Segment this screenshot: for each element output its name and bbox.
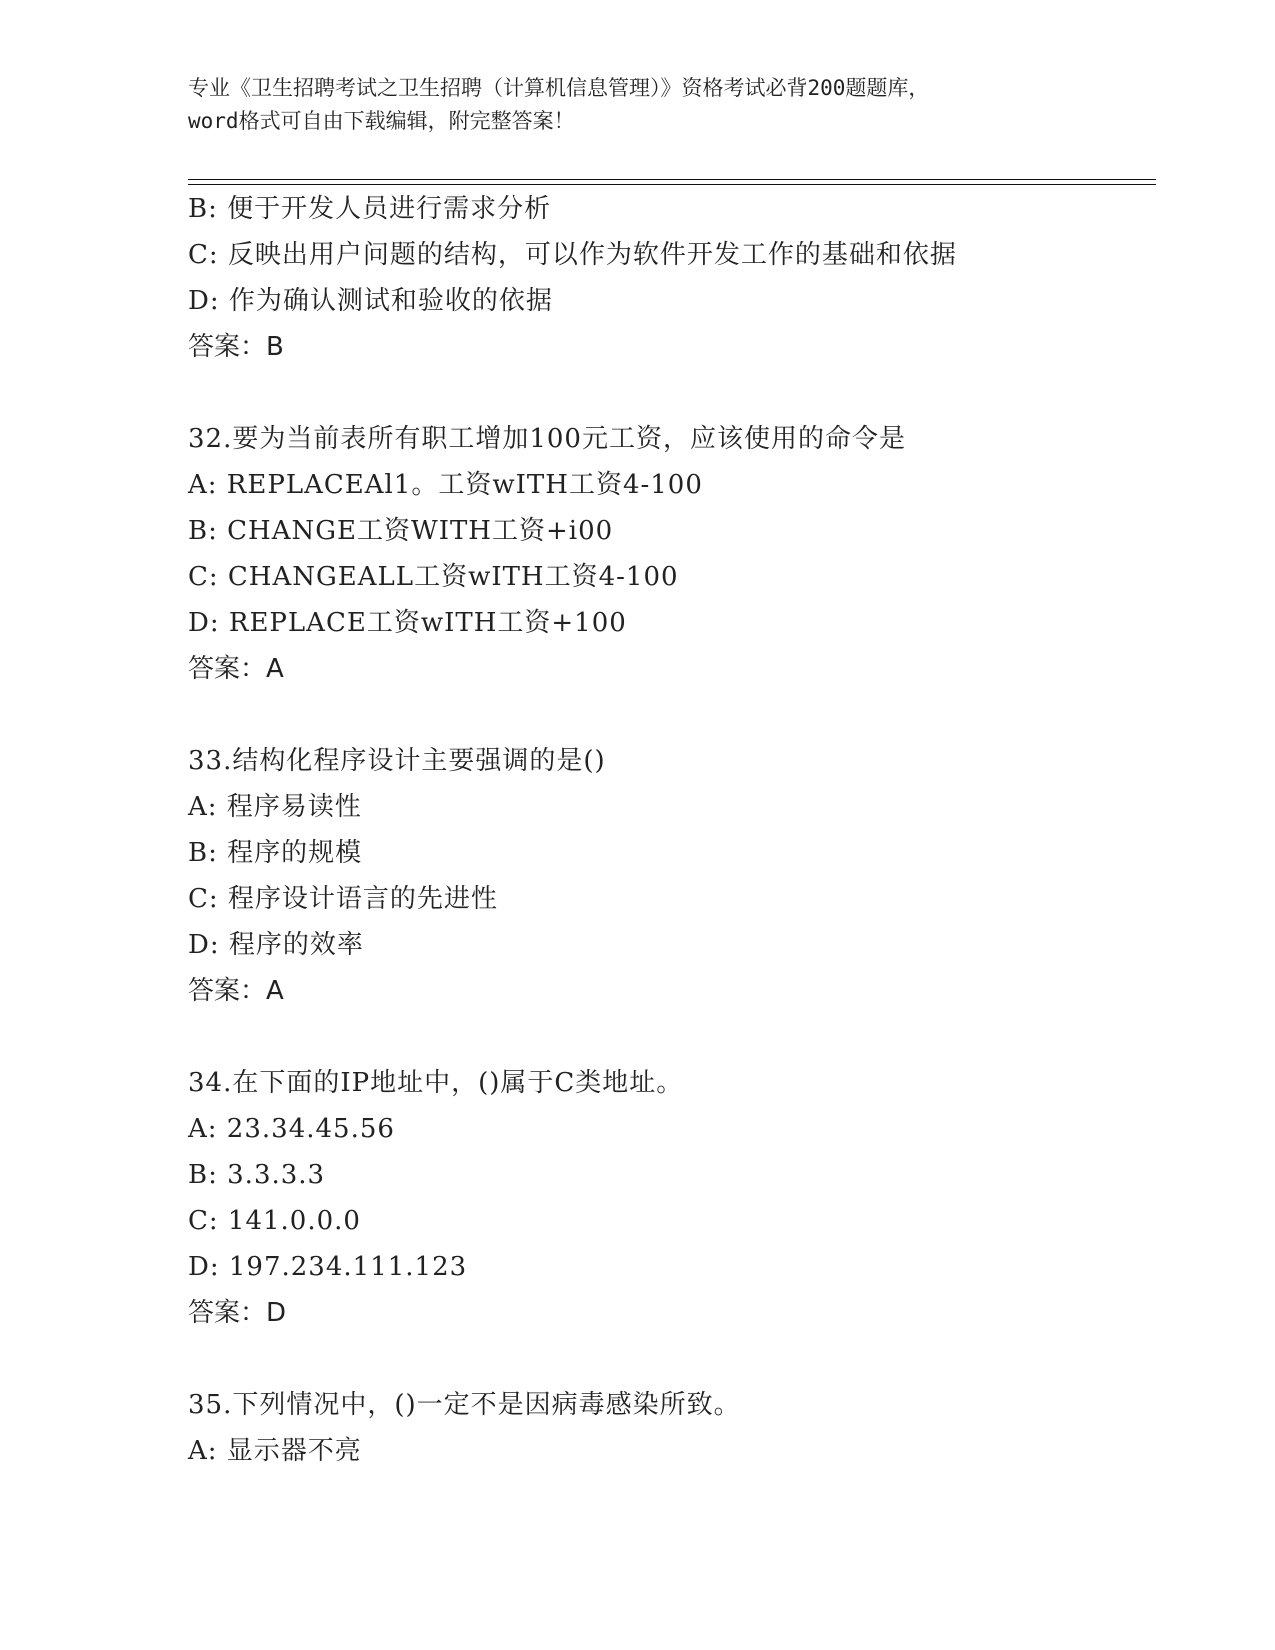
question-stem: 32.要为当前表所有职工增加100元工资，应该使用的命令是 xyxy=(188,424,906,454)
question-34 xyxy=(188,1060,1148,1336)
question-list xyxy=(188,186,1148,1474)
document-header xyxy=(188,72,1088,138)
option-a: A: REPLACEAl1。工资wITH工资4-100 xyxy=(188,470,703,500)
answer: 答案：A xyxy=(188,976,284,1006)
option-c: C: 反映出用户问题的结构，可以作为软件开发工作的基础和依据 xyxy=(188,240,957,270)
question-35 xyxy=(188,1382,1148,1474)
option-b: B: 程序的规模 xyxy=(188,838,363,868)
header-divider-bottom xyxy=(188,184,1156,185)
header-line-1: 专业《卫生招聘考试之卫生招聘（计算机信息管理）》资格考试必背200题题库， xyxy=(188,76,930,100)
spacer xyxy=(188,370,1148,416)
option-d: D: 作为确认测试和验收的依据 xyxy=(188,286,553,316)
option-d: D: 197.234.111.123 xyxy=(188,1252,468,1282)
option-a: A: 程序易读性 xyxy=(188,792,362,822)
option-a: A: 23.34.45.56 xyxy=(188,1114,395,1144)
option-a: A: 显示器不亮 xyxy=(188,1436,362,1466)
option-d: D: REPLACE工资wITH工资+100 xyxy=(188,608,627,638)
spacer xyxy=(188,692,1148,738)
answer: 答案：B xyxy=(188,332,284,362)
option-c: C: 程序设计语言的先进性 xyxy=(188,884,498,914)
spacer xyxy=(188,1014,1148,1060)
answer: 答案：D xyxy=(188,1298,287,1328)
question-32 xyxy=(188,416,1148,692)
question-partial xyxy=(188,186,1148,370)
question-stem: 34.在下面的IP地址中，()属于C类地址。 xyxy=(188,1068,684,1098)
spacer xyxy=(188,1336,1148,1382)
option-b: B: 便于开发人员进行需求分析 xyxy=(188,194,552,224)
option-c: C: 141.0.0.0 xyxy=(188,1206,361,1236)
question-stem: 33.结构化程序设计主要强调的是() xyxy=(188,746,606,776)
option-d: D: 程序的效率 xyxy=(188,930,364,960)
question-stem: 35.下列情况中，()一定不是因病毒感染所致。 xyxy=(188,1390,741,1420)
question-33 xyxy=(188,738,1148,1014)
option-b: B: CHANGE工资WITH工资+i00 xyxy=(188,516,614,546)
answer: 答案：A xyxy=(188,654,284,684)
option-b: B: 3.3.3.3 xyxy=(188,1160,326,1190)
option-c: C: CHANGEALL工资wITH工资4-100 xyxy=(188,562,679,592)
header-line-2: word格式可自由下载编辑，附完整答案！ xyxy=(188,109,575,133)
header-divider-top xyxy=(188,179,1156,180)
